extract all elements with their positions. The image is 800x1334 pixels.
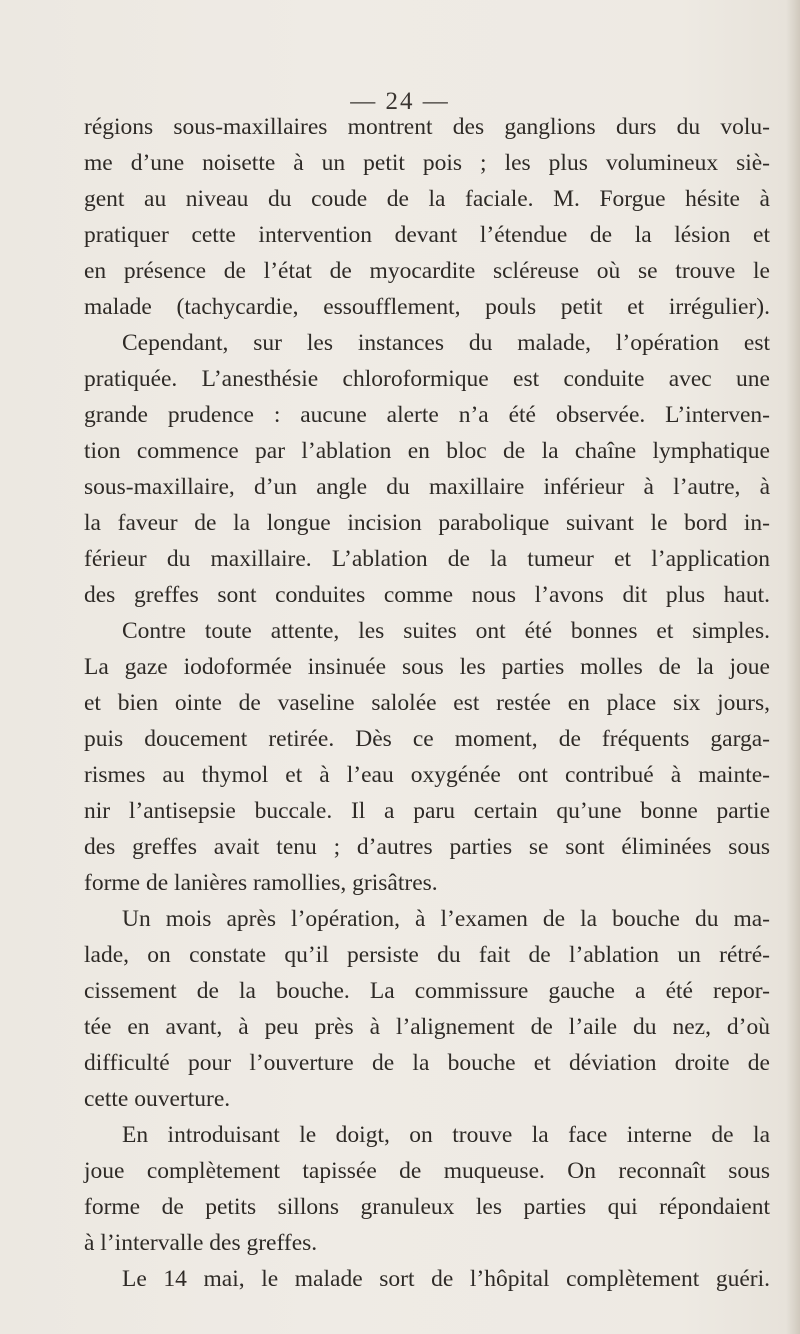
text-line: tée en avant, à peu près à l’alignement de l’aile du nez, d’où (84, 1014, 770, 1040)
text-line: En introduisant le doigt, on trouve la face interne de la (122, 1122, 770, 1148)
text-line: férieur du maxillaire. L’ablation de la tumeur et l’application (84, 546, 770, 572)
text-line: en présence de l’état de myocardite scléreuse où se trouve le (84, 258, 770, 284)
text-line: cissement de la bouche. La commissure gauche a été repor- (84, 978, 770, 1004)
page-number: — 24 — (350, 88, 450, 115)
text-line: Cependant, sur les instances du malade, l’opération est (122, 330, 770, 356)
text-line: rismes au thymol et à l’eau oxygénée ont contribué à mainte- (84, 762, 770, 788)
text-line: des greffes avait tenu ; d’autres parties se sont éliminées sous (84, 834, 770, 860)
text-line: Le 14 mai, le malade sort de l’hôpital complètement guéri. (122, 1266, 770, 1292)
text-line: régions sous-maxillaires montrent des ganglions durs du volu- (84, 114, 770, 140)
text-line: me d’une noisette à un petit pois ; les plus volumineux siè- (84, 150, 770, 176)
page-edge-shadow (786, 0, 800, 1334)
text-line: malade (tachycardie, essoufflement, pouls petit et irrégulier). (84, 294, 770, 320)
text-line: sous-maxillaire, d’un angle du maxillaire inférieur à l’autre, à (84, 474, 770, 500)
text-line: pratiquée. L’anesthésie chloroformique est conduite avec une (84, 366, 770, 392)
text-line: lade, on constate qu’il persiste du fait de l’ablation un rétré- (84, 942, 770, 968)
text-line: cette ouverture. (84, 1086, 231, 1112)
text-line: Un mois après l’opération, à l’examen de la bouche du ma- (122, 906, 770, 932)
text-line: forme de petits sillons granuleux les parties qui répondaient (84, 1194, 770, 1220)
text-line: la faveur de la longue incision parabolique suivant le bord in- (84, 510, 770, 536)
text-line: nir l’antisepsie buccale. Il a paru certain qu’une bonne partie (84, 798, 770, 824)
text-line: à l’intervalle des greffes. (84, 1230, 318, 1256)
text-line: et bien ointe de vaseline salolée est restée en place six jours, (84, 690, 770, 716)
text-line: gent au niveau du coude de la faciale. M. Forgue hésite à (84, 186, 770, 212)
text-line: des greffes sont conduites comme nous l’avons dit plus haut. (84, 582, 770, 608)
text-line: difficulté pour l’ouverture de la bouche et déviation droite de (84, 1050, 770, 1076)
text-line: Contre toute attente, les suites ont été bonnes et simples. (122, 618, 770, 644)
text-line: forme de lanières ramollies, grisâtres. (84, 870, 438, 896)
text-line: grande prudence : aucune alerte n’a été observée. L’interven- (84, 402, 770, 428)
text-line: joue complètement tapissée de muqueuse. On reconnaît sous (84, 1158, 770, 1184)
text-line: puis doucement retirée. Dès ce moment, de fréquents garga- (84, 726, 770, 752)
text-line: tion commence par l’ablation en bloc de la chaîne lymphatique (84, 438, 770, 464)
text-line: La gaze iodoformée insinuée sous les parties molles de la joue (84, 654, 770, 680)
text-line: pratiquer cette intervention devant l’étendue de la lésion et (84, 222, 770, 248)
